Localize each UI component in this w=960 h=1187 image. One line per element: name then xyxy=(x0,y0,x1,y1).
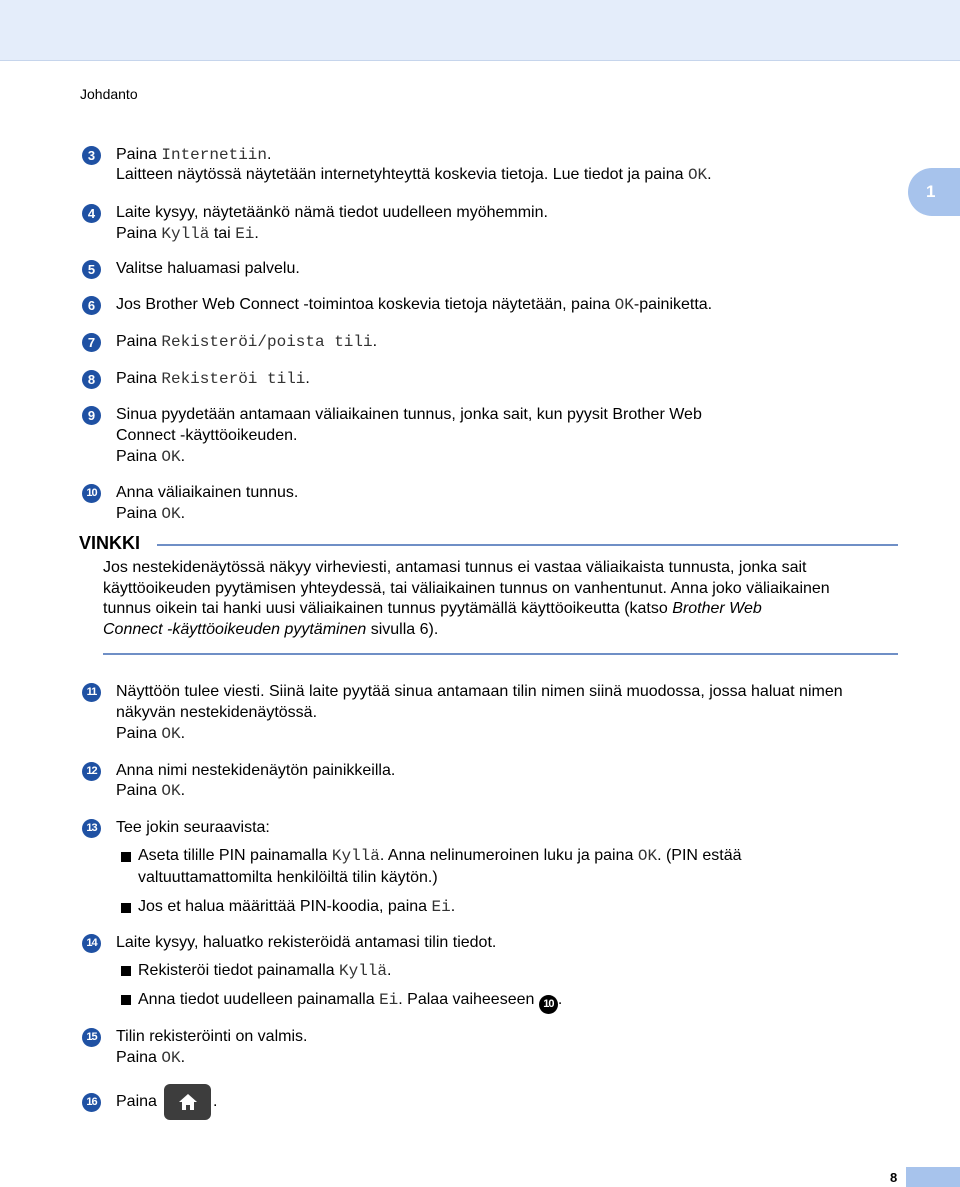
step-number: 15 xyxy=(82,1028,101,1047)
square-bullet-icon xyxy=(121,852,131,862)
step-text: Laite kysyy, haluatko rekisteröidä antamasi tilin tiedot. xyxy=(116,934,497,951)
step-text: Paina OK. xyxy=(116,782,186,800)
step-text: Anna väliaikainen tunnus. xyxy=(116,484,299,501)
step-number: 5 xyxy=(82,260,101,279)
page-number: 8 xyxy=(890,1170,898,1185)
step-number: 10 xyxy=(82,484,101,503)
step-text: Paina Kyllä tai Ei. xyxy=(116,225,259,243)
step-text: näkyvän nestekidenäytössä. xyxy=(116,704,318,721)
bullet-text: valtuuttamattomilta henkilöiltä tilin käytön.) xyxy=(138,869,438,886)
step-text: Sinua pyydetään antamaan väliaikainen tunnus, jonka sait, kun pyysit Brother Web xyxy=(116,406,702,423)
step-number: 7 xyxy=(82,333,101,352)
home-icon xyxy=(177,1092,199,1112)
step-number: 3 xyxy=(82,146,101,165)
step-text: Näyttöön tulee viesti. Siinä laite pyytää sinua antamaan tilin nimen siinä muodossa, jossa haluat nimen xyxy=(116,683,843,700)
step-number: 11 xyxy=(82,683,101,702)
step-text: Anna nimi nestekidenäytön painikkeilla. xyxy=(116,762,396,779)
step-text: Paina xyxy=(116,1093,157,1110)
step-number: 9 xyxy=(82,406,101,425)
step-text: Jos Brother Web Connect -toimintoa koskevia tietoja näytetään, paina OK-painiketta. xyxy=(116,296,713,314)
step-number: 13 xyxy=(82,819,101,838)
home-button xyxy=(164,1084,211,1120)
note-divider xyxy=(157,544,898,546)
note-text: Connect -käyttöoikeuden pyytäminen sivulla 6). xyxy=(103,621,439,638)
note-text: tunnus oikein tai hanki uusi väliaikainen tunnus pyytämällä käyttöoikeutta (katso Brother Web xyxy=(103,600,762,617)
note-title: VINKKI xyxy=(79,533,141,553)
step-text: Paina OK. xyxy=(116,505,186,523)
running-head: Johdanto xyxy=(80,86,138,102)
step-text: Paina OK. xyxy=(116,448,186,466)
square-bullet-icon xyxy=(121,995,131,1005)
bullet-text: Jos et halua määrittää PIN-koodia, paina Ei. xyxy=(138,898,456,916)
step-text: . xyxy=(213,1093,218,1110)
step-number: 16 xyxy=(82,1093,101,1112)
step-number: 4 xyxy=(82,204,101,223)
step-text: Tilin rekisteröinti on valmis. xyxy=(116,1028,308,1045)
note-text: Jos nestekidenäytössä näkyy virheviesti, antamasi tunnus ei vastaa väliaikaista tunnusta, jonka sait xyxy=(103,559,807,576)
top-band xyxy=(0,0,960,61)
step-text: Laitteen näytössä näytetään internetyhteyttä koskevia tietoja. Lue tiedot ja paina OK. xyxy=(116,166,712,184)
bullet-text: Anna tiedot uudelleen painamalla Ei. Palaa vaiheeseen 10 . xyxy=(138,991,562,1014)
note-text: käyttöoikeuden pyytämisen yhteydessä, tai väliaikainen tunnus on vanhentunut. Anna joko väliaikainen xyxy=(103,580,830,597)
step-text: Paina Rekisteröi/poista tili. xyxy=(116,333,378,351)
step-reference: 10 xyxy=(539,995,558,1014)
step-text: Laite kysyy, näytetäänkö nämä tiedot uudelleen myöhemmin. xyxy=(116,204,548,221)
step-number: 14 xyxy=(82,934,101,953)
step-text: Connect -käyttöoikeuden. xyxy=(116,427,298,444)
step-text: Valitse haluamasi palvelu. xyxy=(116,260,300,277)
square-bullet-icon xyxy=(121,966,131,976)
step-text: Paina Rekisteröi tili. xyxy=(116,370,310,388)
step-text: Paina Internetiin. xyxy=(116,146,272,164)
step-number: 12 xyxy=(82,762,101,781)
step-text: Paina OK. xyxy=(116,725,186,743)
step-text: Paina OK. xyxy=(116,1049,186,1067)
square-bullet-icon xyxy=(121,903,131,913)
bullet-text: Aseta tilille PIN painamalla Kyllä. Anna nelinumeroinen luku ja paina OK. (PIN estää xyxy=(138,847,742,865)
bullet-text: Rekisteröi tiedot painamalla Kyllä. xyxy=(138,962,392,980)
step-number: 6 xyxy=(82,296,101,315)
page-number-tab xyxy=(906,1167,960,1187)
step-number: 8 xyxy=(82,370,101,389)
note-divider xyxy=(103,653,898,655)
chapter-tab: 1 xyxy=(908,168,960,216)
step-text: Tee jokin seuraavista: xyxy=(116,819,270,836)
